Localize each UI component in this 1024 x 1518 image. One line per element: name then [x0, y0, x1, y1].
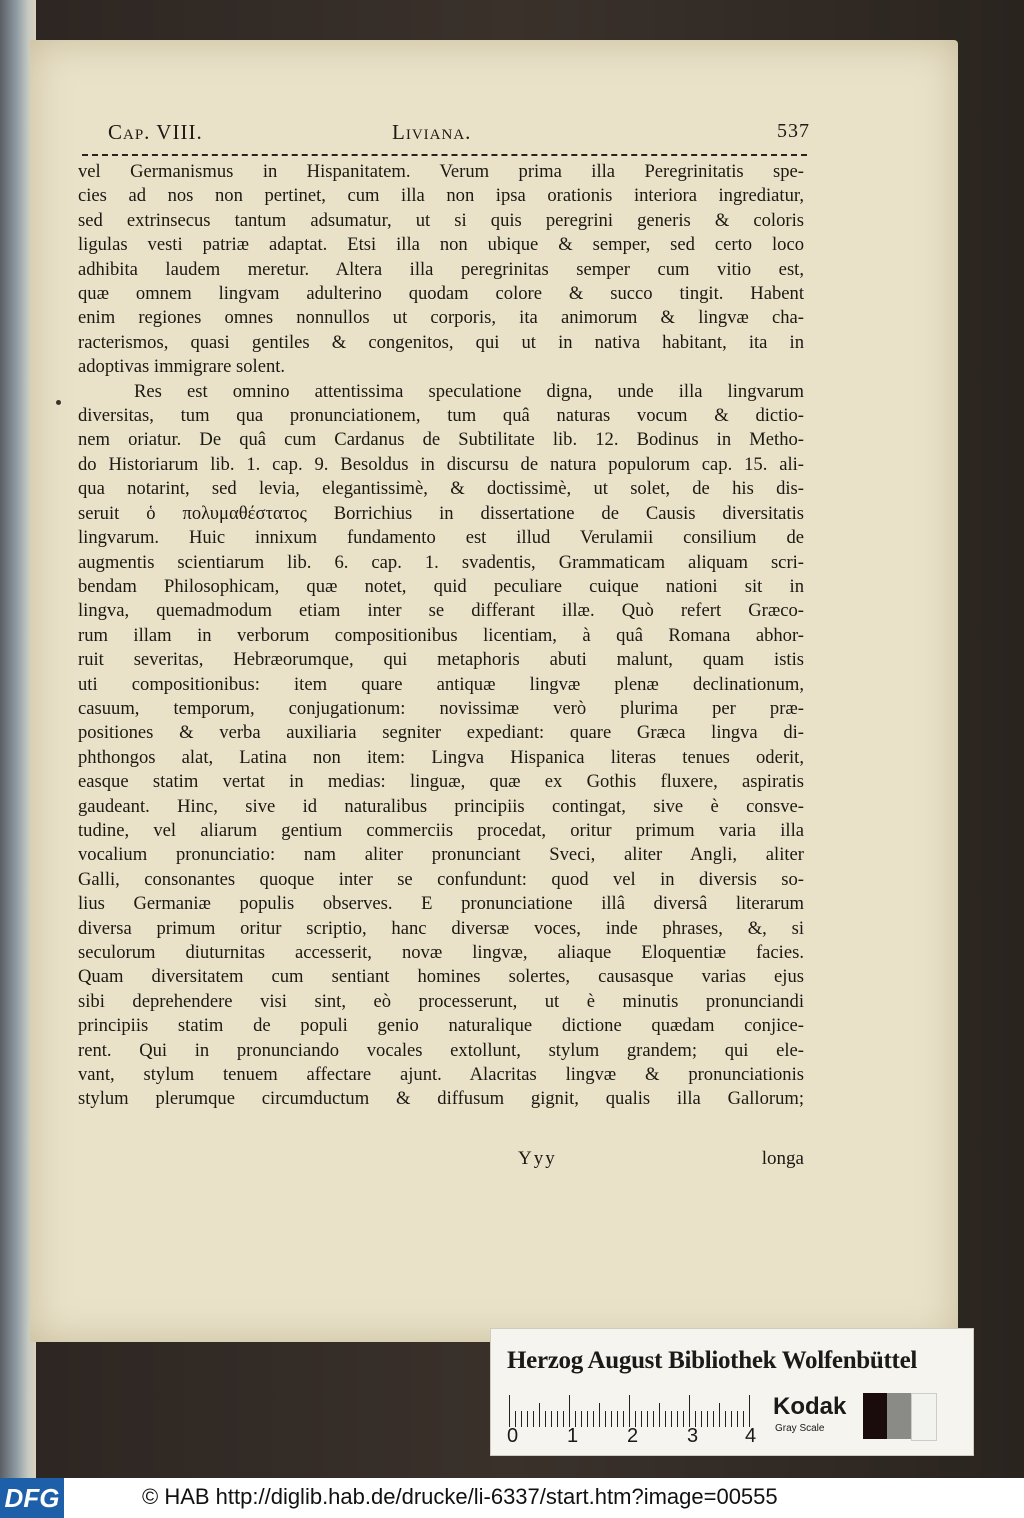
- ruler-tick: [599, 1403, 600, 1427]
- text-line: sed extrinsecus tantum adsumatur, ut si quis peregrini generis & coloris: [78, 209, 804, 231]
- copyright-link[interactable]: © HAB http://diglib.hab.de/drucke/li-6337/start.htm?image=00555: [142, 1484, 778, 1509]
- body-text: [78, 160, 804, 1112]
- gray-swatch-mid: [887, 1393, 911, 1439]
- head-rule: [82, 154, 807, 156]
- ruler-tick: [659, 1403, 660, 1427]
- ruler-tick: [509, 1395, 510, 1427]
- text-line: Quam diversitatem cum sentiant homines solertes, causasque varias ejus: [78, 966, 804, 988]
- ruler-number: 2: [627, 1425, 639, 1447]
- text-line: diversitas, tum qua pronunciationem, tum quâ naturas vocum & dictio-: [78, 405, 804, 427]
- text-line: vant, stylum tenuem affectare ajunt. Alacritas lingvæ & pronunciationis: [78, 1064, 804, 1086]
- text-line: enim regiones omnes nonnullos ut corporis, ita animorum & lingvæ cha-: [78, 307, 804, 329]
- margin-mark: [56, 400, 61, 405]
- signature-mark: Yyy: [518, 1148, 557, 1169]
- text-line: diversa primum oritur scriptio, hanc diversæ voces, inde phrases, &, si: [78, 917, 804, 939]
- text-line: bendam Philosophicam, quæ notet, quid peculiare cuique nationi sit in: [78, 575, 804, 597]
- text-line: stylum plerumque circumductum & diffusum gignit, qualis illa Gallorum;: [78, 1088, 804, 1110]
- text-line: lingvarum. Huic innixum fundamento est illud Verulamii consilium de: [78, 527, 804, 549]
- text-line: seculorum diuturnitas accesserit, novæ lingvæ, aliaque Eloquentiæ facies.: [78, 942, 804, 963]
- text-line: tudine, vel aliarum gentium commerciis procedat, oritur primum varia illa: [78, 819, 804, 841]
- text-line: phthongos alat, Latina non item: Lingva Hispanica literas tenues oderit,: [78, 746, 804, 768]
- text-line: nem oriatur. De quâ cum Cardanus de Subtilitate lib. 12. Bodinus in Metho-: [78, 429, 804, 451]
- text-line: principiis statim de populi genio naturalique dictione quædam conjice-: [78, 1015, 804, 1037]
- text-line: gaudeant. Hinc, sive id naturalibus principiis contingat, sive è consve-: [78, 795, 804, 817]
- text-line: sibi deprehendere visi sint, eò processerunt, ut è minutis pronunciandi: [78, 990, 804, 1012]
- dfg-logo: DFG: [0, 1478, 64, 1518]
- text-line: adhibita laudem meretur. Altera illa peregrinitas semper cum vitio est,: [78, 258, 804, 280]
- text-line: qua notarint, sed levia, elegantissimè, & doctissimè, ut solet, de his dis-: [78, 478, 804, 500]
- text-line: vel Germanismus in Hispanitatem. Verum prima illa Peregrinitatis spe-: [78, 161, 804, 182]
- gray-scale-label: Gray Scale: [775, 1423, 825, 1434]
- text-line: rum illam in verborum compositionibus licentiam, à quâ Romana abhor-: [78, 624, 804, 646]
- chapter-label: Cap. VIII.: [108, 120, 203, 144]
- text-line: uti compositionibus: item quare antiquæ lingvæ plenæ declinationum,: [78, 673, 804, 695]
- ruler-tick: [749, 1395, 750, 1427]
- ruler-tick: [629, 1395, 630, 1427]
- running-title: Liviana.: [392, 120, 472, 144]
- gray-swatch-white: [911, 1393, 937, 1441]
- page-footer: [78, 1148, 804, 1174]
- ruler-tick: [689, 1395, 690, 1427]
- running-head: [100, 120, 810, 152]
- text-line: adoptivas immigrare solent.: [78, 356, 286, 378]
- text-line: cies ad nos non pertinet, cum illa non ipsa orationis interiora ingrediatur,: [78, 185, 804, 207]
- text-line: quæ omnem lingvam adulterino quodam colore & succo tingit. Habent: [78, 283, 804, 305]
- text-line: Galli, consonantes quoque inter se confundunt: quod vel in diversis so-: [78, 868, 804, 890]
- ruler-number: 0: [507, 1425, 519, 1447]
- text-line: lius Germaniæ populis observes. E pronunciatione illâ diversâ literarum: [78, 893, 804, 915]
- text-line: positiones & verba auxiliaria segniter expediant: quare Græca lingva di-: [78, 722, 804, 744]
- library-name: Herzog August Bibliothek Wolfenbüttel: [507, 1347, 918, 1374]
- ruler-number: 3: [687, 1425, 699, 1447]
- text-line: lingva, quemadmodum etiam inter se differant illæ. Quò refert Græco-: [78, 600, 804, 622]
- text-line: seruit ὁ πολυμαθέστατος Borrichius in dissertatione de Causis diversitatis: [78, 502, 804, 524]
- text-line: racterismos, quasi gentiles & congenitos, qui ut in nativa habitant, ita in: [78, 331, 804, 353]
- ruler-number: 1: [567, 1425, 579, 1447]
- text-line: augmentis scientiarum lib. 6. cap. 1. svadentis, Grammaticam aliquam scri-: [78, 551, 804, 573]
- text-line: rent. Qui in pronunciando vocales extollunt, stylum grandem; qui ele-: [78, 1039, 804, 1061]
- viewer-footer: [0, 1478, 1024, 1518]
- text-line: ruit severitas, Hebræorumque, qui metaphoris abuti malunt, quam istis: [78, 649, 804, 671]
- page-number: 537: [777, 120, 810, 142]
- ruler-tick: [539, 1403, 540, 1427]
- gray-swatch-black: [863, 1393, 887, 1439]
- text-line: do Historiarum lib. 1. cap. 9. Besoldus in discursu de natura populorum cap. 15. ali-: [78, 453, 804, 475]
- ruler-scale: [509, 1393, 755, 1427]
- kodak-logo: Kodak: [773, 1393, 847, 1420]
- library-calibration-card: [490, 1328, 974, 1456]
- ruler-tick: [719, 1403, 720, 1427]
- text-line: easque statim vertat in medias: linguæ, quæ ex Gothis fluxere, aspiratis: [78, 771, 804, 793]
- text-line: casuum, temporum, conjugationum: novissimæ verò plurima per præ-: [78, 697, 804, 719]
- ruler-number: 4: [745, 1425, 757, 1447]
- ruler-tick: [569, 1395, 570, 1427]
- text-line: vocalium pronunciatio: nam aliter pronunciant Sveci, aliter Angli, aliter: [78, 844, 804, 866]
- ruler-numbers: [499, 1425, 769, 1451]
- catchword: longa: [761, 1148, 804, 1169]
- text-line: Res est omnino attentissima speculatione digna, unde illa lingvarum: [134, 380, 804, 402]
- text-line: ligulas vesti patriæ adaptat. Etsi illa non ubique & semper, sed certo loco: [78, 234, 804, 256]
